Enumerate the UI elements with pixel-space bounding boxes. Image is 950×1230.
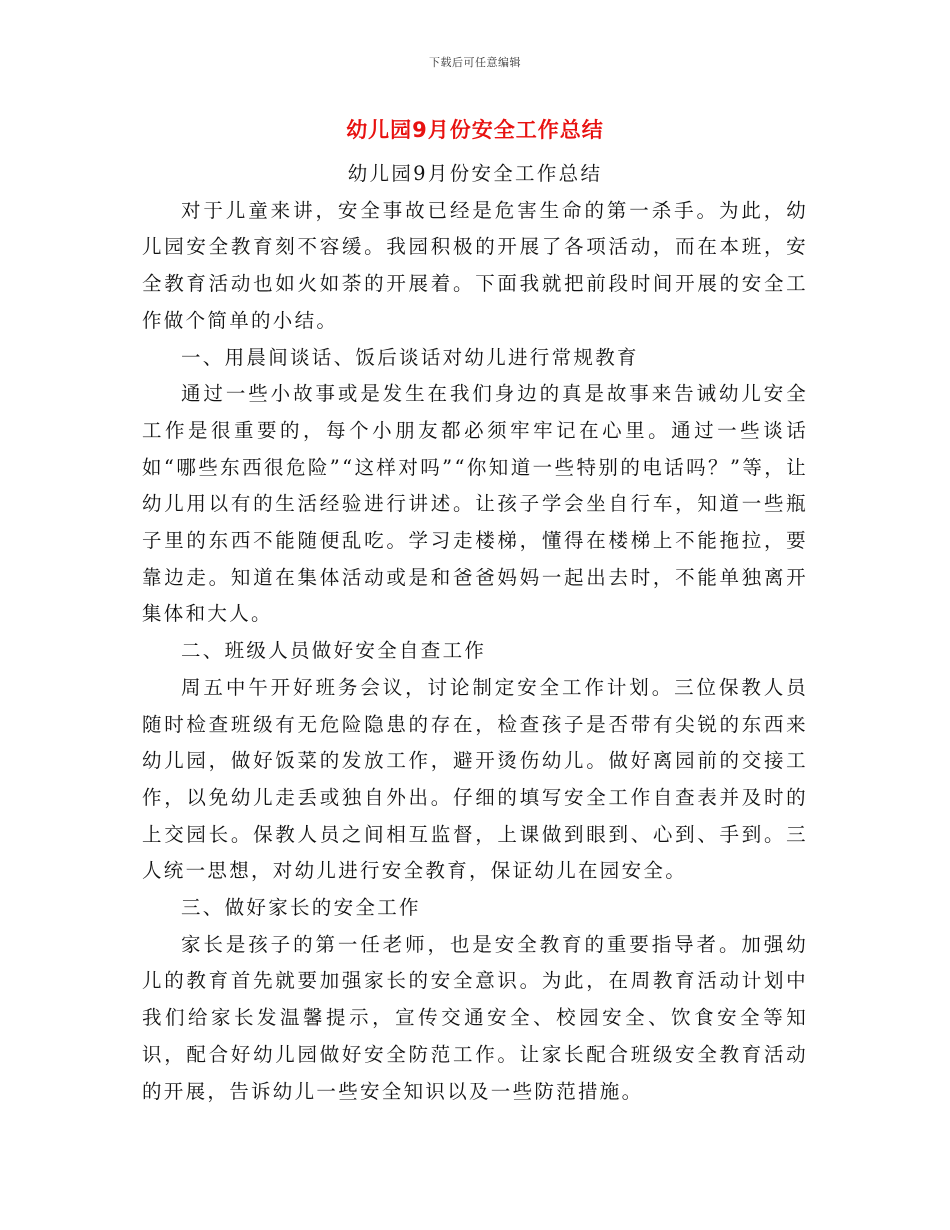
document-subtitle: 幼儿园9月份安全工作总结 <box>347 162 603 185</box>
section-heading-2: 二、班级人员做好安全自查工作 <box>181 639 487 663</box>
paragraph-section-1: 通过一些小故事或是发生在我们身边的真是故事来告诫幼儿安全工作是很重要的，每个小朋友都必须牢牢记在心里。通过一些谈话如“哪些东西很危险”“这样对吗”“你知道一些特别的电话吗？”等，让幼儿用以有的生活经验进行讲述。让孩子学会坐自行车，知道一些瓶子里的东西不能随便乱吃。学习走楼梯，懂得在楼梯上不能拖拉，要靠边走。知道在集体活动或是和爸爸妈妈一起出去时，不能单独离开集体和大人。 <box>142 382 808 626</box>
document-title: 幼儿园9月份安全工作总结 <box>346 118 604 142</box>
document-body <box>142 156 808 1110</box>
header-note: 下载后可任意编辑 <box>429 56 521 69</box>
paragraph-section-3: 家长是孩子的第一任老师，也是安全教育的重要指导者。加强幼儿的教育首先就要加强家长的安全意识。为此，在周教育活动计划中我们给家长发温馨提示，宣传交通安全、校园安全、饮食安全等知识，配合好幼儿园做好安全防范工作。让家长配合班级安全教育活动的开展，告诉幼儿一些安全知识以及一些防范措施。 <box>142 932 808 1103</box>
paragraph-intro: 对于儿童来讲，安全事故已经是危害生命的第一杀手。为此，幼儿园安全教育刻不容缓。我园积极的开展了各项活动，而在本班，安全教育活动也如火如荼的开展着。下面我就把前段时间开展的安全工作做个简单的小结。 <box>142 198 808 332</box>
section-heading-3: 三、做好家长的安全工作 <box>181 896 421 920</box>
section-heading-1: 一、用晨间谈话、饭后谈话对幼儿进行常规教育 <box>181 345 639 369</box>
paragraph-section-2: 周五中午开好班务会议，讨论制定安全工作计划。三位保教人员随时检查班级有无危险隐患的存在，检查孩子是否带有尖锐的东西来幼儿园，做好饭菜的发放工作，避开烫伤幼儿。做好离园前的交接工作，以免幼儿走丢或独自外出。仔细的填写安全工作自查表并及时的上交园长。保教人员之间相互监督，上课做到眼到、心到、手到。三人统一思想，对幼儿进行安全教育，保证幼儿在园安全。 <box>142 675 808 883</box>
